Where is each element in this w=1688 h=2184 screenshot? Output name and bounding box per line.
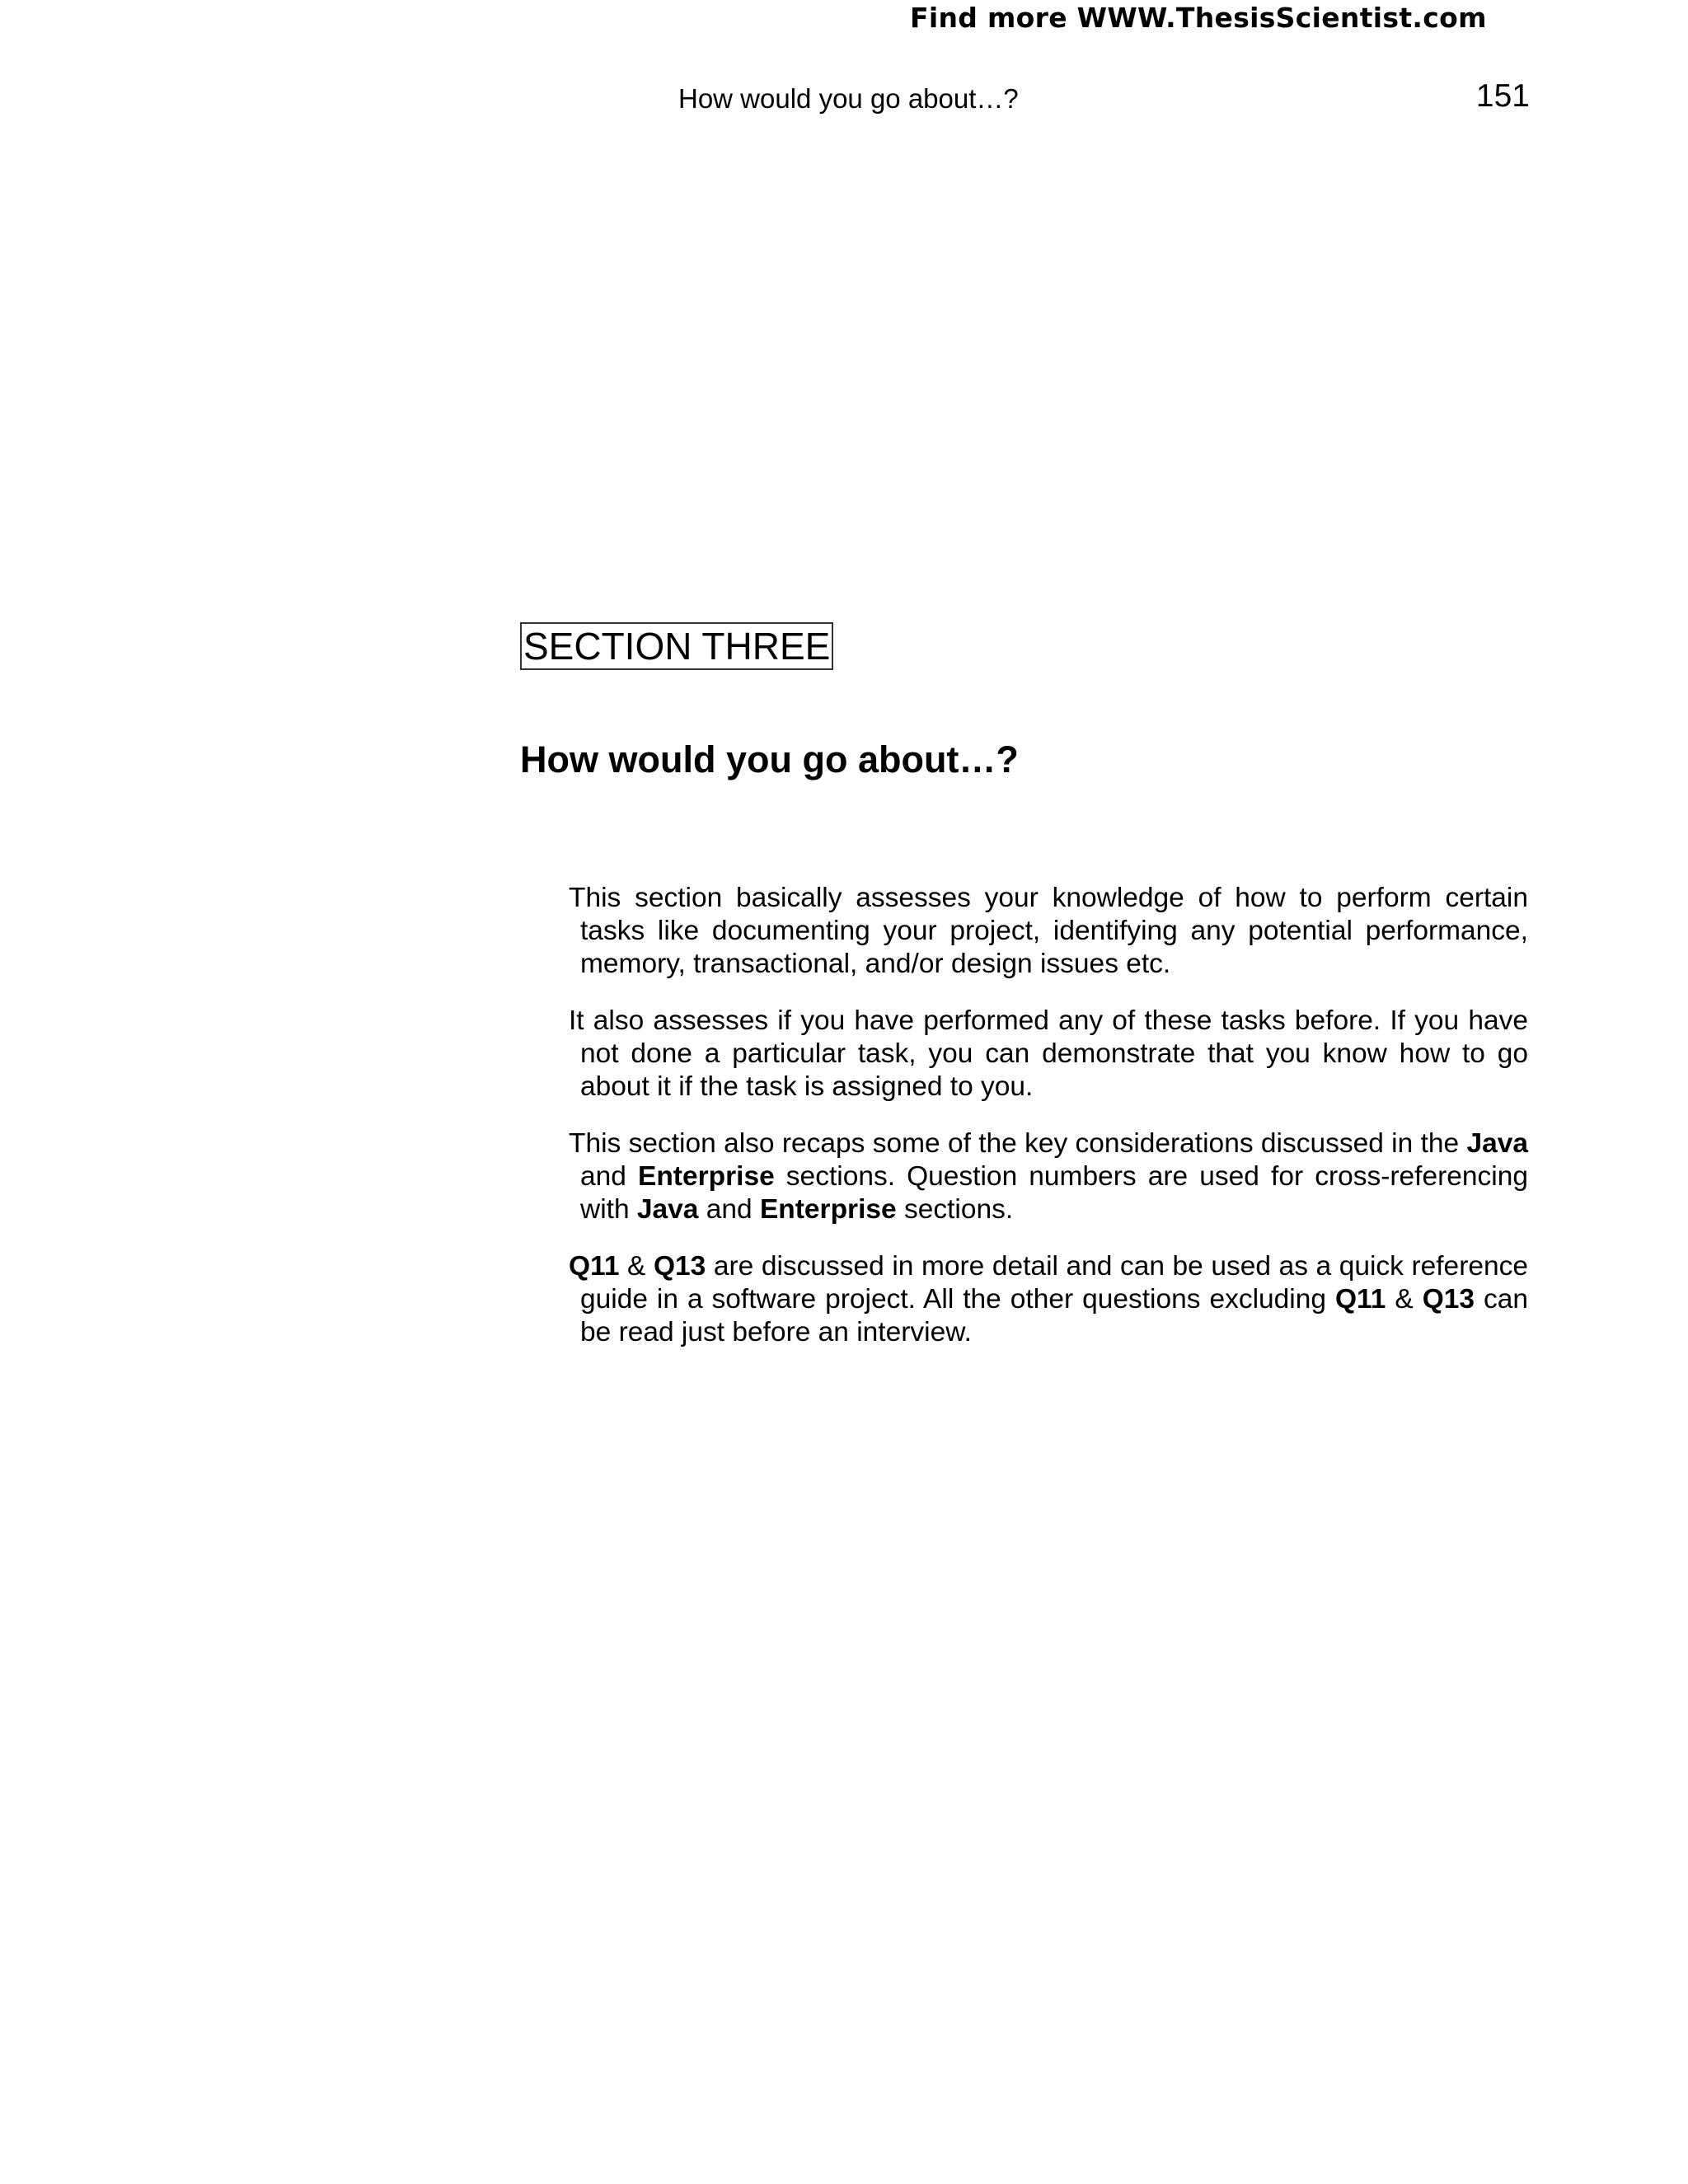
recap-bold-java-2: Java <box>636 1194 699 1225</box>
paragraph-recap <box>569 1127 1528 1226</box>
page-number: 151 <box>1475 78 1530 114</box>
section-label-box: SECTION THREE <box>520 622 833 670</box>
section-intro-body <box>569 882 1528 1373</box>
paragraph-questions <box>569 1250 1528 1349</box>
section-title: How would you go about…? <box>520 738 1019 780</box>
questions-bold-q13: Q13 <box>653 1251 706 1282</box>
questions-text-3: & <box>1386 1284 1423 1315</box>
recap-bold-enterprise: Enterprise <box>638 1161 775 1192</box>
recap-bold-java: Java <box>1466 1128 1528 1159</box>
running-header-title: How would you go about…? <box>678 83 1019 114</box>
recap-text-1: This section also recaps some of the key considerations discussed in the <box>569 1128 1467 1159</box>
paragraph-experience: It also assesses if you have performed any of these tasks before. If you have not done a particular task, you can demonstrate that you know how to go about it if the task is assigned to you. <box>569 1005 1528 1102</box>
recap-text-4: and <box>698 1194 760 1225</box>
questions-bold-q13-2: Q13 <box>1422 1284 1475 1315</box>
recap-text-2: and <box>580 1161 638 1192</box>
recap-bold-enterprise-2: Enterprise <box>759 1194 897 1225</box>
questions-text-2: are discussed in more detail and can be used as a quick reference guide in a software project. All the other questions excluding <box>580 1251 1528 1315</box>
questions-bold-q11: Q11 <box>569 1251 620 1282</box>
paragraph-intro: This section basically assesses your knowledge of how to perform certain tasks like documenting your project, identifying any potential performance, memory, transactional, and/or design issues etc. <box>569 883 1528 979</box>
questions-bold-q11-2: Q11 <box>1334 1284 1386 1315</box>
recap-text-3: sections. Question numbers are used for cross-referencing with <box>580 1161 1528 1225</box>
recap-text-5: sections. <box>896 1194 1014 1225</box>
questions-text-1: & <box>619 1251 654 1282</box>
questions-text-4: can be read just before an interview. <box>580 1284 1528 1347</box>
watermark-banner: Find more WWW.ThesisScientist.com <box>910 2 1487 34</box>
